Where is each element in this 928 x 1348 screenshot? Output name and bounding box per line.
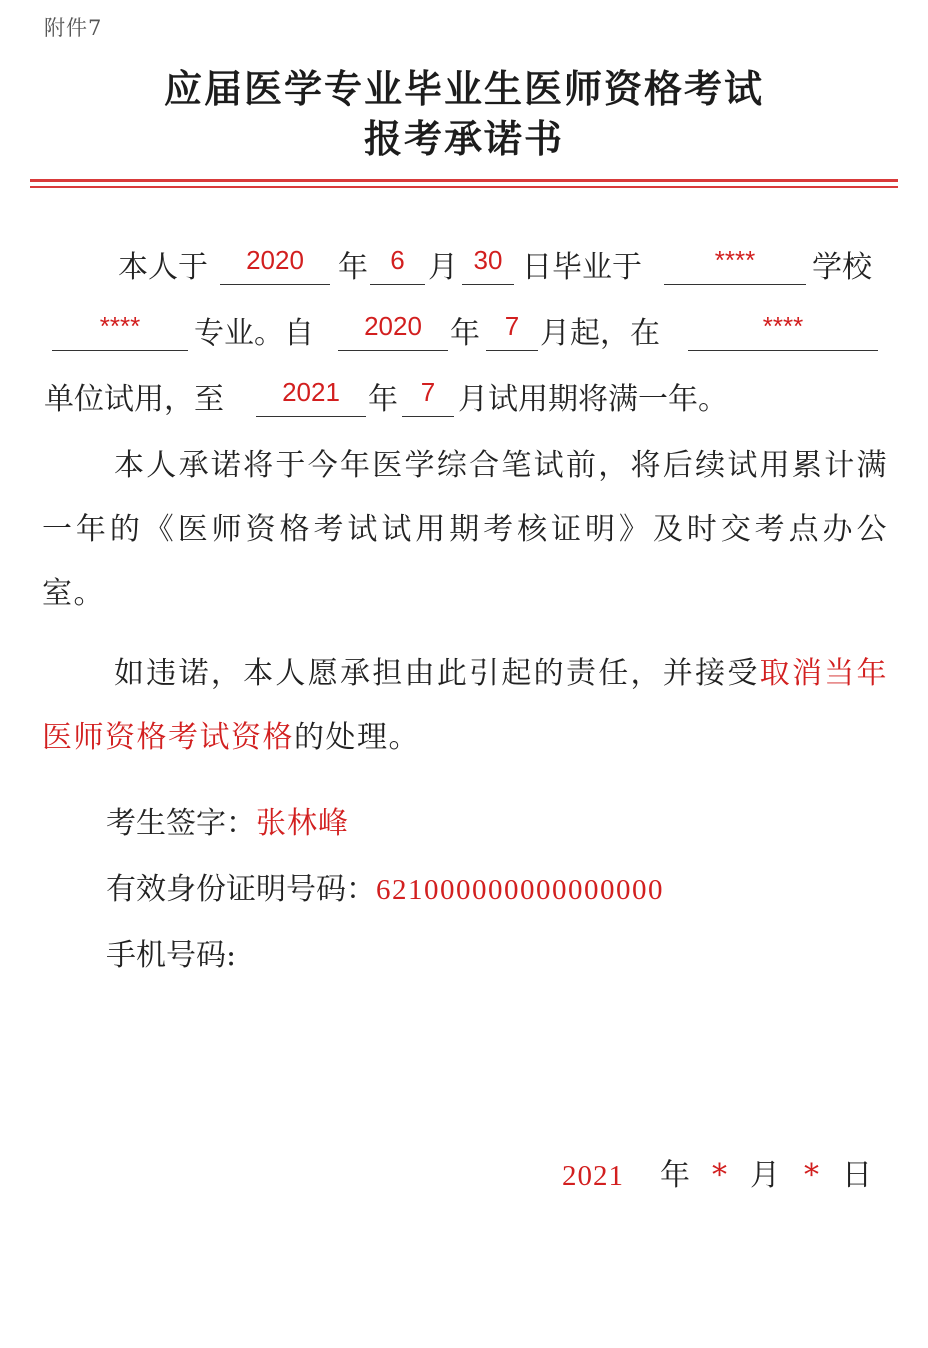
date-day[interactable]: * <box>804 1158 819 1193</box>
attachment-label: 附件7 <box>44 16 103 40</box>
graduate-day-value: 30 <box>473 245 503 275</box>
start-year-field[interactable] <box>338 306 448 351</box>
pledge-line-1 <box>0 240 928 296</box>
graduate-month-value: 6 <box>390 245 405 275</box>
start-month-field[interactable] <box>486 306 538 351</box>
pledge-line-2 <box>0 306 928 362</box>
text-segment: 月起，在 <box>540 316 660 351</box>
text-segment: 日毕业于 <box>522 250 642 285</box>
date-day-label: 日 <box>842 1158 872 1193</box>
phone-label: 手机号码: <box>106 938 237 973</box>
document-subtitle: 报考承诺书 <box>363 116 564 161</box>
pledge-paragraph-3 <box>42 642 888 770</box>
end-year-value: 2021 <box>282 377 340 407</box>
text-segment: 月 <box>428 250 458 285</box>
signature-row <box>106 796 349 852</box>
end-month-value: 7 <box>420 377 436 407</box>
signature-name[interactable]: 张林峰 <box>256 806 349 841</box>
text-segment: 月试用期将满一年。 <box>458 382 728 417</box>
date-year-label: 年 <box>660 1158 690 1193</box>
phone-row <box>106 928 236 984</box>
major-value: **** <box>99 311 141 341</box>
violation-text-end: 的处理。 <box>294 720 420 755</box>
signature-label: 考生签字： <box>106 806 256 841</box>
start-month-value: 7 <box>504 311 520 341</box>
text-segment: 学校 <box>812 250 872 285</box>
id-label: 有效身份证明号码： <box>106 872 376 907</box>
text-segment: 本人于 <box>118 250 208 285</box>
unit-value: **** <box>762 311 804 341</box>
text-segment: 单位试用，至 <box>44 382 224 417</box>
date-year[interactable]: 2021 <box>562 1160 624 1192</box>
graduate-month-field[interactable] <box>370 240 425 285</box>
school-value: **** <box>714 245 756 275</box>
text-segment: 专业。自 <box>194 316 314 351</box>
major-field[interactable] <box>52 306 188 351</box>
document-title: 应届医学专业毕业生医师资格考试 <box>163 66 764 111</box>
date-month[interactable]: * <box>712 1158 727 1193</box>
violation-text: 如违诺，本人愿承担由此引起的责任，并接受 <box>114 656 760 691</box>
graduate-day-field[interactable] <box>462 240 514 285</box>
header-rule-thin <box>30 186 898 188</box>
id-row <box>106 862 664 918</box>
pledge-paragraph-2: 本人承诺将于今年医学综合笔试前，将后续试用累计满一年的《医师资格考试试用期考核证明》及时交考点办公室。 <box>42 448 888 611</box>
text-segment: 年 <box>450 316 480 351</box>
date-month-label: 月 <box>750 1158 780 1193</box>
pledge-line-3 <box>0 372 928 428</box>
school-field[interactable] <box>664 240 806 285</box>
penalty-highlight: 取消当年医师资格考试资格 <box>42 656 889 755</box>
text-segment: 年 <box>338 250 368 285</box>
unit-field[interactable] <box>688 306 878 351</box>
graduate-year-value: 2020 <box>246 245 304 275</box>
end-month-field[interactable] <box>402 372 454 417</box>
end-year-field[interactable] <box>256 372 366 417</box>
id-number[interactable]: 621000000000000000 <box>376 874 664 906</box>
start-year-value: 2020 <box>364 311 422 341</box>
graduate-year-field[interactable] <box>220 240 330 285</box>
text-segment: 年 <box>368 382 398 417</box>
date-row <box>0 1148 928 1204</box>
header-rule-thick <box>30 179 898 182</box>
